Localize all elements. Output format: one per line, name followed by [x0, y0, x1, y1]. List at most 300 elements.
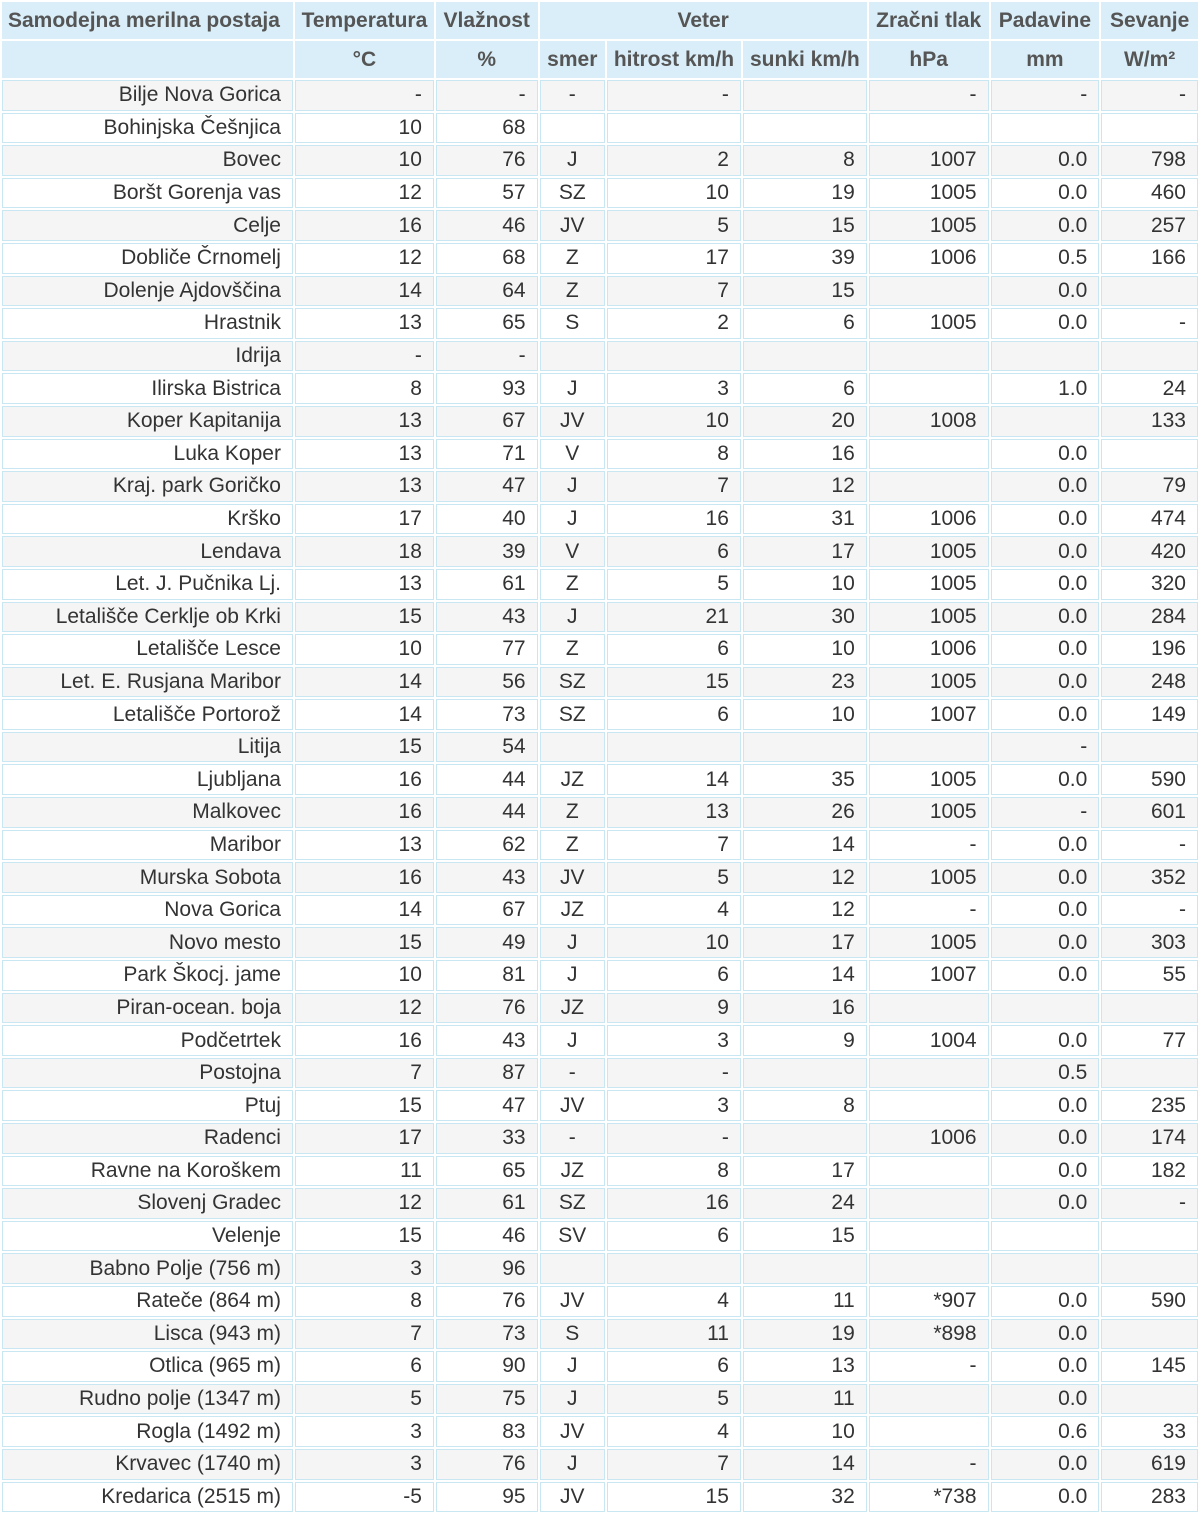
humidity-cell: 43: [436, 862, 538, 893]
radiation-cell: 133: [1101, 406, 1198, 437]
humidity-cell: 56: [436, 667, 538, 698]
precipitation-cell: 0.6: [991, 1416, 1100, 1447]
pressure-cell: [869, 341, 989, 372]
humidity-cell: 64: [436, 276, 538, 307]
table-row: [2, 341, 1198, 372]
pressure-cell: 1005: [869, 927, 989, 958]
temperature-cell: 11: [295, 1156, 434, 1187]
pressure-cell: 1005: [869, 178, 989, 209]
temperature-cell: 13: [295, 830, 434, 861]
radiation-cell: 145: [1101, 1351, 1198, 1382]
wind-gust-cell: 14: [743, 960, 867, 991]
pressure-cell: [869, 1058, 989, 1089]
wind-speed-cell: 3: [607, 373, 741, 404]
table-row: [2, 797, 1198, 828]
temperature-cell: -: [295, 80, 434, 111]
precipitation-cell: 0.0: [991, 1188, 1100, 1219]
wind-gust-cell: 12: [743, 471, 867, 502]
precipitation-cell: 0.0: [991, 1449, 1100, 1480]
radiation-cell: 257: [1101, 210, 1198, 241]
precipitation-cell: 0.0: [991, 830, 1100, 861]
precipitation-cell: 0.0: [991, 276, 1100, 307]
precipitation-cell: 0.0: [991, 667, 1100, 698]
precipitation-cell: 0.0: [991, 602, 1100, 633]
temperature-cell: 10: [295, 634, 434, 665]
precipitation-cell: 0.0: [991, 927, 1100, 958]
humidity-cell: 76: [436, 145, 538, 176]
station-name: Lisca (943 m): [2, 1319, 293, 1350]
wind-speed-cell: 4: [607, 895, 741, 926]
table-row: [2, 830, 1198, 861]
wind-gust-cell: 19: [743, 178, 867, 209]
wind-direction-cell: S: [540, 1319, 605, 1350]
radiation-cell: [1101, 341, 1198, 372]
wind-gust-cell: [743, 1123, 867, 1154]
temperature-cell: 8: [295, 1286, 434, 1317]
header-wind-direction: smer: [540, 41, 605, 78]
humidity-cell: 44: [436, 764, 538, 795]
wind-speed-cell: 6: [607, 634, 741, 665]
humidity-cell: 67: [436, 895, 538, 926]
radiation-cell: 284: [1101, 602, 1198, 633]
station-name: Maribor: [2, 830, 293, 861]
humidity-cell: 40: [436, 504, 538, 535]
wind-speed-cell: 5: [607, 1384, 741, 1415]
wind-speed-cell: 2: [607, 145, 741, 176]
humidity-cell: 61: [436, 569, 538, 600]
table-row: [2, 504, 1198, 535]
pressure-cell: *907: [869, 1286, 989, 1317]
precipitation-cell: 0.0: [991, 1156, 1100, 1187]
radiation-cell: -: [1101, 80, 1198, 111]
temperature-cell: 15: [295, 602, 434, 633]
precipitation-cell: [991, 993, 1100, 1024]
wind-gust-cell: 16: [743, 993, 867, 1024]
pressure-cell: 1008: [869, 406, 989, 437]
temperature-cell: 13: [295, 439, 434, 470]
station-name: Krško: [2, 504, 293, 535]
wind-direction-cell: JZ: [540, 895, 605, 926]
pressure-cell: *738: [869, 1482, 989, 1513]
wind-speed-cell: 15: [607, 1482, 741, 1513]
table-row: [2, 634, 1198, 665]
radiation-cell: [1101, 113, 1198, 144]
pressure-cell: 1004: [869, 1025, 989, 1056]
wind-direction-cell: J: [540, 504, 605, 535]
radiation-cell: 283: [1101, 1482, 1198, 1513]
temperature-cell: 10: [295, 113, 434, 144]
station-name: Novo mesto: [2, 927, 293, 958]
precipitation-cell: [991, 1253, 1100, 1284]
pressure-cell: [869, 439, 989, 470]
header-wind: Veter: [540, 2, 867, 39]
wind-direction-cell: [540, 732, 605, 763]
wind-speed-cell: 21: [607, 602, 741, 633]
pressure-cell: -: [869, 80, 989, 111]
table-row: [2, 732, 1198, 763]
pressure-cell: 1007: [869, 145, 989, 176]
station-name: Letališče Lesce: [2, 634, 293, 665]
humidity-cell: 93: [436, 373, 538, 404]
pressure-cell: 1006: [869, 1123, 989, 1154]
temperature-cell: 17: [295, 1123, 434, 1154]
temperature-cell: 16: [295, 862, 434, 893]
wind-direction-cell: J: [540, 145, 605, 176]
radiation-cell: [1101, 439, 1198, 470]
radiation-cell: -: [1101, 830, 1198, 861]
precipitation-cell: -: [991, 80, 1100, 111]
wind-gust-cell: 16: [743, 439, 867, 470]
table-row: [2, 243, 1198, 274]
wind-direction-cell: Z: [540, 569, 605, 600]
temperature-cell: 14: [295, 276, 434, 307]
table-row: [2, 764, 1198, 795]
wind-speed-cell: 5: [607, 210, 741, 241]
table-row: [2, 406, 1198, 437]
wind-speed-cell: 3: [607, 1090, 741, 1121]
table-row: [2, 1090, 1198, 1121]
radiation-cell: 590: [1101, 1286, 1198, 1317]
wind-direction-cell: -: [540, 1058, 605, 1089]
wind-direction-cell: J: [540, 1449, 605, 1480]
wind-gust-cell: 23: [743, 667, 867, 698]
humidity-cell: 96: [436, 1253, 538, 1284]
humidity-cell: 81: [436, 960, 538, 991]
station-name: Letališče Portorož: [2, 699, 293, 730]
wind-gust-cell: 6: [743, 373, 867, 404]
table-row: [2, 1058, 1198, 1089]
humidity-cell: -: [436, 341, 538, 372]
pressure-cell: [869, 373, 989, 404]
wind-direction-cell: [540, 341, 605, 372]
station-name: Radenci: [2, 1123, 293, 1154]
station-name: Let. E. Rusjana Maribor: [2, 667, 293, 698]
station-name: Celje: [2, 210, 293, 241]
humidity-cell: 44: [436, 797, 538, 828]
humidity-cell: 43: [436, 1025, 538, 1056]
radiation-cell: -: [1101, 308, 1198, 339]
header-temperature-unit: °C: [295, 41, 434, 78]
wind-direction-cell: [540, 113, 605, 144]
radiation-cell: 303: [1101, 927, 1198, 958]
station-name: Otlica (965 m): [2, 1351, 293, 1382]
wind-gust-cell: 31: [743, 504, 867, 535]
wind-gust-cell: 20: [743, 406, 867, 437]
wind-speed-cell: [607, 113, 741, 144]
table-row: [2, 862, 1198, 893]
humidity-cell: 46: [436, 1221, 538, 1252]
header-pressure-unit: hPa: [869, 41, 989, 78]
humidity-cell: -: [436, 80, 538, 111]
precipitation-cell: -: [991, 732, 1100, 763]
temperature-cell: 16: [295, 797, 434, 828]
precipitation-cell: 1.0: [991, 373, 1100, 404]
humidity-cell: 95: [436, 1482, 538, 1513]
precipitation-cell: 0.0: [991, 439, 1100, 470]
wind-speed-cell: 10: [607, 927, 741, 958]
radiation-cell: [1101, 1253, 1198, 1284]
wind-speed-cell: [607, 732, 741, 763]
precipitation-cell: 0.0: [991, 145, 1100, 176]
precipitation-cell: [991, 1221, 1100, 1252]
header-pressure: Zračni tlak: [869, 2, 989, 39]
temperature-cell: 15: [295, 927, 434, 958]
station-name: Postojna: [2, 1058, 293, 1089]
pressure-cell: [869, 1416, 989, 1447]
station-name: Hrastnik: [2, 308, 293, 339]
pressure-cell: [869, 1188, 989, 1219]
header-humidity-unit: %: [436, 41, 538, 78]
humidity-cell: 33: [436, 1123, 538, 1154]
temperature-cell: 16: [295, 210, 434, 241]
pressure-cell: *898: [869, 1319, 989, 1350]
wind-gust-cell: 10: [743, 699, 867, 730]
precipitation-cell: 0.0: [991, 699, 1100, 730]
station-name: Slovenj Gradec: [2, 1188, 293, 1219]
wind-gust-cell: [743, 80, 867, 111]
temperature-cell: 8: [295, 373, 434, 404]
precipitation-cell: [991, 113, 1100, 144]
header-station: Samodejna merilna postaja: [2, 2, 293, 39]
precipitation-cell: 0.0: [991, 1384, 1100, 1415]
wind-speed-cell: 6: [607, 960, 741, 991]
wind-gust-cell: 24: [743, 1188, 867, 1219]
wind-speed-cell: 3: [607, 1025, 741, 1056]
wind-speed-cell: 17: [607, 243, 741, 274]
wind-speed-cell: [607, 1253, 741, 1284]
radiation-cell: 474: [1101, 504, 1198, 535]
table-row: [2, 113, 1198, 144]
humidity-cell: 61: [436, 1188, 538, 1219]
temperature-cell: 13: [295, 569, 434, 600]
radiation-cell: 798: [1101, 145, 1198, 176]
humidity-cell: 76: [436, 993, 538, 1024]
radiation-cell: 79: [1101, 471, 1198, 502]
temperature-cell: 3: [295, 1416, 434, 1447]
table-row: [2, 1025, 1198, 1056]
precipitation-cell: 0.0: [991, 471, 1100, 502]
wind-gust-cell: 10: [743, 634, 867, 665]
pressure-cell: 1005: [869, 210, 989, 241]
wind-gust-cell: 30: [743, 602, 867, 633]
humidity-cell: 83: [436, 1416, 538, 1447]
wind-speed-cell: 15: [607, 667, 741, 698]
precipitation-cell: [991, 341, 1100, 372]
table-row: [2, 1384, 1198, 1415]
header-wind-gust: sunki km/h: [743, 41, 867, 78]
precipitation-cell: 0.0: [991, 1482, 1100, 1513]
table-row: [2, 1221, 1198, 1252]
temperature-cell: 12: [295, 243, 434, 274]
wind-direction-cell: JZ: [540, 1156, 605, 1187]
temperature-cell: 6: [295, 1351, 434, 1382]
wind-gust-cell: 14: [743, 830, 867, 861]
wind-speed-cell: 4: [607, 1416, 741, 1447]
wind-direction-cell: JV: [540, 1286, 605, 1317]
station-name: Nova Gorica: [2, 895, 293, 926]
wind-speed-cell: 8: [607, 439, 741, 470]
radiation-cell: [1101, 1384, 1198, 1415]
pressure-cell: [869, 471, 989, 502]
station-name: Malkovec: [2, 797, 293, 828]
pressure-cell: -: [869, 895, 989, 926]
table-row: [2, 895, 1198, 926]
header-radiation: Sevanje: [1101, 2, 1198, 39]
temperature-cell: 14: [295, 699, 434, 730]
wind-direction-cell: Z: [540, 830, 605, 861]
humidity-cell: 67: [436, 406, 538, 437]
radiation-cell: -: [1101, 895, 1198, 926]
table-row: [2, 667, 1198, 698]
radiation-cell: -: [1101, 1188, 1198, 1219]
wind-speed-cell: 2: [607, 308, 741, 339]
pressure-cell: 1007: [869, 960, 989, 991]
station-name: Idrija: [2, 341, 293, 372]
wind-speed-cell: 6: [607, 1221, 741, 1252]
radiation-cell: [1101, 276, 1198, 307]
table-row: [2, 1449, 1198, 1480]
table-row: [2, 536, 1198, 567]
station-name: Piran-ocean. boja: [2, 993, 293, 1024]
temperature-cell: -5: [295, 1482, 434, 1513]
wind-direction-cell: Z: [540, 797, 605, 828]
pressure-cell: [869, 276, 989, 307]
header-humidity: Vlažnost: [436, 2, 538, 39]
radiation-cell: 248: [1101, 667, 1198, 698]
pressure-cell: 1005: [869, 862, 989, 893]
wind-speed-cell: [607, 341, 741, 372]
wind-speed-cell: 10: [607, 406, 741, 437]
wind-speed-cell: 6: [607, 536, 741, 567]
radiation-cell: [1101, 1319, 1198, 1350]
wind-direction-cell: JV: [540, 210, 605, 241]
table-row: [2, 1156, 1198, 1187]
humidity-cell: 62: [436, 830, 538, 861]
table-body: [2, 80, 1198, 1512]
wind-speed-cell: 4: [607, 1286, 741, 1317]
pressure-cell: -: [869, 830, 989, 861]
humidity-cell: 39: [436, 536, 538, 567]
table-row: [2, 1123, 1198, 1154]
wind-gust-cell: [743, 341, 867, 372]
table-row: [2, 1351, 1198, 1382]
precipitation-cell: 0.0: [991, 178, 1100, 209]
pressure-cell: [869, 993, 989, 1024]
wind-speed-cell: -: [607, 80, 741, 111]
wind-speed-cell: 6: [607, 1351, 741, 1382]
wind-gust-cell: 8: [743, 145, 867, 176]
temperature-cell: 12: [295, 993, 434, 1024]
table-row: [2, 602, 1198, 633]
table-row: [2, 960, 1198, 991]
temperature-cell: 17: [295, 504, 434, 535]
header-precip-unit: mm: [991, 41, 1100, 78]
temperature-cell: 12: [295, 1188, 434, 1219]
wind-direction-cell: V: [540, 439, 605, 470]
humidity-cell: 47: [436, 471, 538, 502]
temperature-cell: 15: [295, 1221, 434, 1252]
table-row: [2, 699, 1198, 730]
humidity-cell: 77: [436, 634, 538, 665]
radiation-cell: 24: [1101, 373, 1198, 404]
wind-direction-cell: V: [540, 536, 605, 567]
humidity-cell: 87: [436, 1058, 538, 1089]
radiation-cell: 352: [1101, 862, 1198, 893]
precipitation-cell: 0.0: [991, 1123, 1100, 1154]
humidity-cell: 68: [436, 113, 538, 144]
radiation-cell: [1101, 1221, 1198, 1252]
wind-gust-cell: 39: [743, 243, 867, 274]
pressure-cell: 1005: [869, 667, 989, 698]
station-name: Rudno polje (1347 m): [2, 1384, 293, 1415]
humidity-cell: 54: [436, 732, 538, 763]
precipitation-cell: 0.5: [991, 243, 1100, 274]
pressure-cell: [869, 113, 989, 144]
radiation-cell: 601: [1101, 797, 1198, 828]
pressure-cell: -: [869, 1449, 989, 1480]
pressure-cell: 1006: [869, 243, 989, 274]
station-name: Bilje Nova Gorica: [2, 80, 293, 111]
wind-gust-cell: 10: [743, 1416, 867, 1447]
wind-gust-cell: [743, 732, 867, 763]
wind-direction-cell: J: [540, 1384, 605, 1415]
temperature-cell: 10: [295, 960, 434, 991]
precipitation-cell: 0.5: [991, 1058, 1100, 1089]
humidity-cell: 46: [436, 210, 538, 241]
humidity-cell: 43: [436, 602, 538, 633]
wind-direction-cell: JV: [540, 862, 605, 893]
wind-direction-cell: SZ: [540, 667, 605, 698]
radiation-cell: 196: [1101, 634, 1198, 665]
station-name: Koper Kapitanija: [2, 406, 293, 437]
header-wind-speed: hitrost km/h: [607, 41, 741, 78]
pressure-cell: 1005: [869, 764, 989, 795]
wind-gust-cell: 12: [743, 895, 867, 926]
precipitation-cell: 0.0: [991, 960, 1100, 991]
temperature-cell: 13: [295, 406, 434, 437]
pressure-cell: [869, 1156, 989, 1187]
station-name: Murska Sobota: [2, 862, 293, 893]
precipitation-cell: 0.0: [991, 504, 1100, 535]
wind-gust-cell: [743, 1058, 867, 1089]
humidity-cell: 76: [436, 1449, 538, 1480]
pressure-cell: -: [869, 1351, 989, 1382]
precipitation-cell: 0.0: [991, 895, 1100, 926]
wind-gust-cell: 35: [743, 764, 867, 795]
wind-direction-cell: SV: [540, 1221, 605, 1252]
wind-gust-cell: 17: [743, 927, 867, 958]
pressure-cell: 1006: [869, 634, 989, 665]
humidity-cell: 49: [436, 927, 538, 958]
radiation-cell: 420: [1101, 536, 1198, 567]
precipitation-cell: 0.0: [991, 862, 1100, 893]
wind-direction-cell: [540, 1253, 605, 1284]
humidity-cell: 65: [436, 308, 538, 339]
station-name: Dolenje Ajdovščina: [2, 276, 293, 307]
radiation-cell: 174: [1101, 1123, 1198, 1154]
header-station-unit: [2, 41, 293, 78]
precipitation-cell: 0.0: [991, 536, 1100, 567]
wind-direction-cell: JZ: [540, 764, 605, 795]
temperature-cell: 12: [295, 178, 434, 209]
wind-gust-cell: 11: [743, 1384, 867, 1415]
temperature-cell: 15: [295, 732, 434, 763]
table-row: [2, 927, 1198, 958]
table-row: [2, 1416, 1198, 1447]
humidity-cell: 75: [436, 1384, 538, 1415]
precipitation-cell: 0.0: [991, 1286, 1100, 1317]
station-name: Krvavec (1740 m): [2, 1449, 293, 1480]
